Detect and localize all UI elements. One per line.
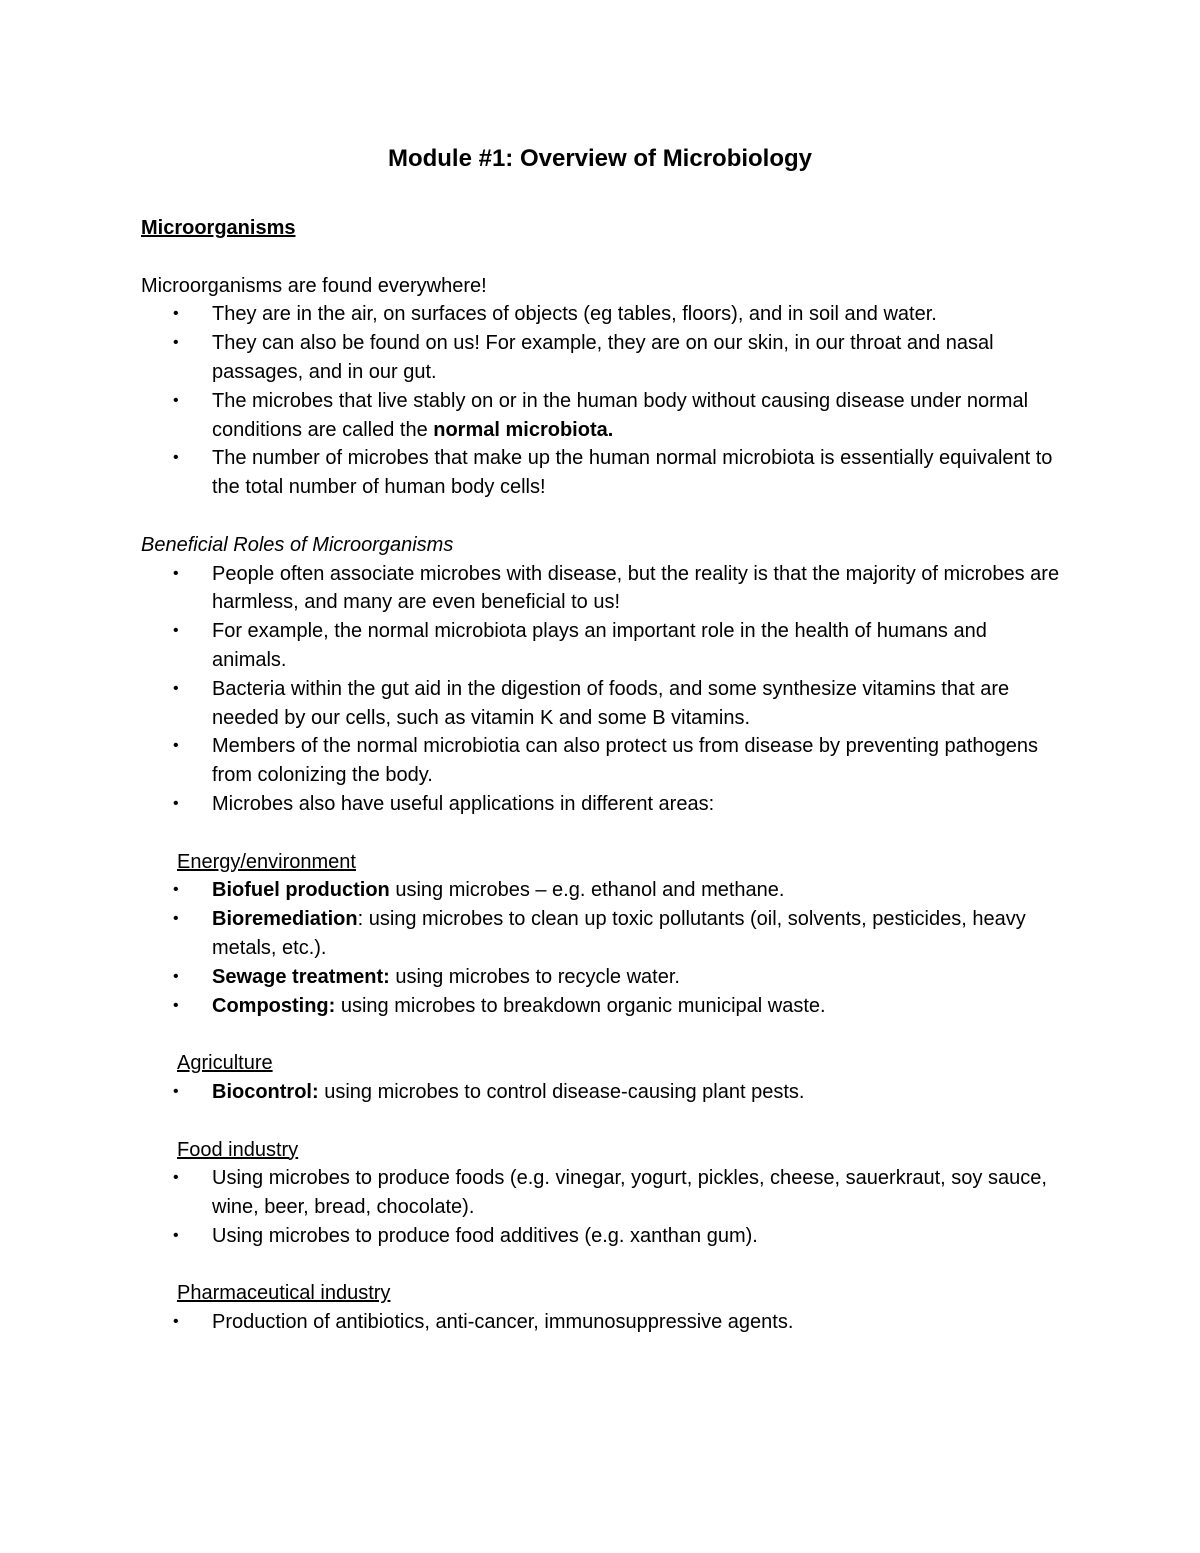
bullet-icon: • [173, 305, 179, 323]
list-item [141, 329, 1061, 387]
list-item [141, 905, 1061, 963]
group-heading-food: Food industry [177, 1138, 299, 1161]
bullet-icon: • [173, 1082, 179, 1100]
bullet-icon: • [173, 334, 179, 352]
list-item-text: using microbes – e.g. ethanol and methane. [389, 879, 785, 902]
food-list [141, 1164, 1061, 1250]
list-item [141, 732, 1061, 790]
list-item-text: The number of microbes that make up the human normal microbiota is essentially equivalent to the total number of human body cells! [212, 447, 1053, 499]
bullet-icon: • [173, 564, 179, 582]
spacer [141, 502, 1061, 531]
spacer [141, 1251, 1061, 1280]
list-item-text: They can also be found on us! For example, they are on our skin, in our throat and nasal passages, and in our gut. [212, 332, 994, 383]
group-heading-pharma: Pharmaceutical industry [177, 1282, 391, 1305]
bullet-icon: • [173, 881, 179, 899]
bullet-icon: • [173, 622, 179, 640]
list-item-text: People often associate microbes with disease, but the reality is that the majority of microbes are harmless, and many are even beneficial to us! [212, 562, 1060, 614]
list-item-text: Production of antibiotics, anti-cancer, immunosuppressive agents. [212, 1311, 794, 1334]
bold-term: Composting: [212, 994, 336, 1017]
beneficial-roles-list [141, 560, 1061, 819]
subsection-heading-beneficial-roles: Beneficial Roles of Microorganisms [141, 533, 454, 556]
list-item-text: For example, the normal microbiota plays an important role in the health of humans and animals. [212, 620, 987, 671]
bold-term: Biofuel production [212, 879, 390, 902]
bullet-icon: • [173, 1313, 179, 1331]
list-item-text: They are in the air, on surfaces of objects (eg tables, floors), and in soil and water. [212, 303, 937, 326]
spacer [141, 1020, 1061, 1049]
pharma-list [141, 1308, 1061, 1337]
list-item [141, 617, 1061, 675]
bullet-icon: • [173, 996, 179, 1014]
bullet-icon: • [173, 794, 179, 812]
list-item [141, 1078, 1061, 1107]
list-item-text: Microbes also have useful applications in different areas: [212, 792, 715, 815]
document-body [141, 214, 1061, 1337]
list-item [141, 1308, 1061, 1337]
list-item [141, 300, 1061, 329]
list-item-text: : using microbes to clean up toxic pollutants (oil, solvents, pesticides, heavy metals, etc.). [212, 908, 1026, 959]
bullet-icon: • [173, 1226, 179, 1244]
list-item [141, 790, 1061, 819]
list-item [141, 876, 1061, 905]
group-heading-energy: Energy/environment [177, 850, 356, 873]
bullet-icon: • [173, 449, 179, 467]
bullet-icon: • [173, 391, 179, 409]
bold-term: Sewage treatment: [212, 965, 390, 988]
list-item-text: Members of the normal microbiotia can also protect us from disease by preventing pathogens from colonizing the body. [212, 735, 1038, 787]
list-item-text: using microbes to breakdown organic municipal waste. [335, 994, 826, 1017]
list-item-text: Using microbes to produce food additives (e.g. xanthan gum). [212, 1224, 758, 1247]
list-item [141, 387, 1061, 445]
bullet-icon: • [173, 737, 179, 755]
list-item [141, 963, 1061, 992]
bullet-icon: • [173, 1169, 179, 1187]
document-title: Module #1: Overview of Microbiology [387, 145, 813, 172]
list-item [141, 1164, 1061, 1222]
list-item-text: using microbes to recycle water. [389, 965, 680, 988]
bold-term: Biocontrol: [212, 1080, 319, 1103]
spacer [141, 819, 1061, 848]
bullet-icon: • [173, 910, 179, 928]
microorganisms-list [141, 300, 1061, 502]
list-item [141, 444, 1061, 502]
list-item-text: Bacteria within the gut aid in the digestion of foods, and some synthesize vitamins that are needed by our cells, such as vitamin K and some B vitamins. [212, 677, 1010, 729]
bullet-icon: • [173, 967, 179, 985]
group-heading-agriculture: Agriculture [177, 1052, 273, 1075]
agriculture-list [141, 1078, 1061, 1107]
list-item [141, 1222, 1061, 1251]
bold-term: Bioremediation [212, 908, 358, 931]
section-intro: Microorganisms are found everywhere! [141, 274, 487, 297]
bullet-icon: • [173, 679, 179, 697]
list-item-text: The microbes that live stably on or in the human body without causing disease under normal conditions are called the [212, 389, 1029, 441]
energy-list [141, 876, 1061, 1020]
list-item [141, 560, 1061, 618]
bold-term: normal microbiota. [433, 418, 614, 441]
spacer [141, 1107, 1061, 1136]
list-item [141, 992, 1061, 1021]
list-item-text: using microbes to control disease-causing plant pests. [318, 1080, 805, 1103]
list-item [141, 675, 1061, 733]
list-item-text: Using microbes to produce foods (e.g. vinegar, yogurt, pickles, cheese, sauerkraut, soy sauce, wine, beer, bread, chocolate). [212, 1167, 1047, 1219]
section-heading-microorganisms: Microorganisms [141, 217, 296, 239]
